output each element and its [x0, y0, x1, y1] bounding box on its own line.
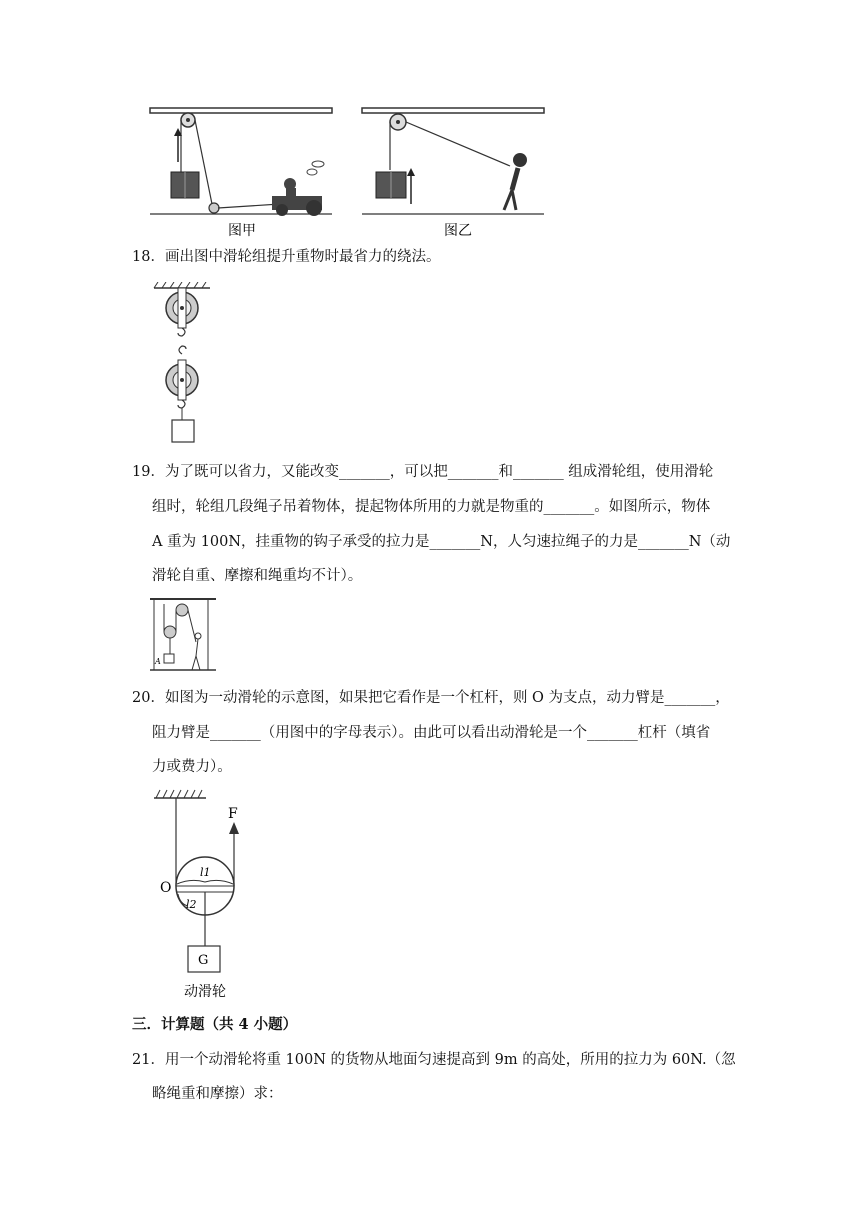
figure-a-label: 图甲 [228, 223, 256, 239]
object-a-label: A [155, 657, 161, 666]
pulley-block-diagram [150, 282, 220, 446]
question-21-line-2: 略绳重和摩擦）求： [152, 1086, 283, 1102]
figure-a [150, 108, 332, 216]
question-21-line-1: 21．用一个动滑轮将重 100N 的货物从地面匀速提高到 9m 的高处，所用的拉力为 60N.（忽 [132, 1052, 736, 1068]
weight-g-label: G [198, 953, 209, 968]
movable-pulley-lever-diagram [150, 786, 260, 1002]
question-19-line-2: 组时，轮组几段绳子吊着物体，提起物体所用的力就是物重的_______。如图所示，物体 [152, 499, 711, 515]
movable-pulley-caption: 动滑轮 [184, 984, 226, 1000]
pivot-o-label: O [160, 880, 172, 896]
figure-b-label: 图乙 [444, 223, 472, 239]
question-20-line-1: 20．如图为一动滑轮的示意图，如果把它看作是一个杠杆，则 O 为支点，动力臂是_______， [132, 690, 730, 706]
force-f-label: F [228, 806, 238, 822]
arm-l1-label: l1 [200, 866, 211, 879]
figure-b [362, 108, 544, 214]
section-3-title: 三．计算题（共 4 小题） [132, 1016, 298, 1033]
question-19-line-3: A 重为 100N，挂重物的钩子承受的拉力是_______N，人匀速拉绳子的力是_______N（动 [152, 534, 731, 550]
question-20-line-3: 力或费力）。 [152, 759, 232, 775]
question-19-line-1: 19．为了既可以省力，又能改变_______，可以把_______和_______ 组成滑轮组，使用滑轮 [132, 464, 714, 480]
pulley-figure-top [140, 100, 560, 240]
question-19-line-4: 滑轮自重、摩擦和绳重均不计）。 [152, 568, 363, 584]
question-18: 18．画出图中滑轮组提升重物时最省力的绕法。 [132, 249, 441, 265]
pulley-person-diagram [148, 596, 218, 674]
arm-l2-label: l2 [186, 898, 197, 911]
question-20-line-2: 阻力臂是_______（用图中的字母表示）。由此可以看出动滑轮是一个_______杠杆（填省 [152, 725, 711, 741]
